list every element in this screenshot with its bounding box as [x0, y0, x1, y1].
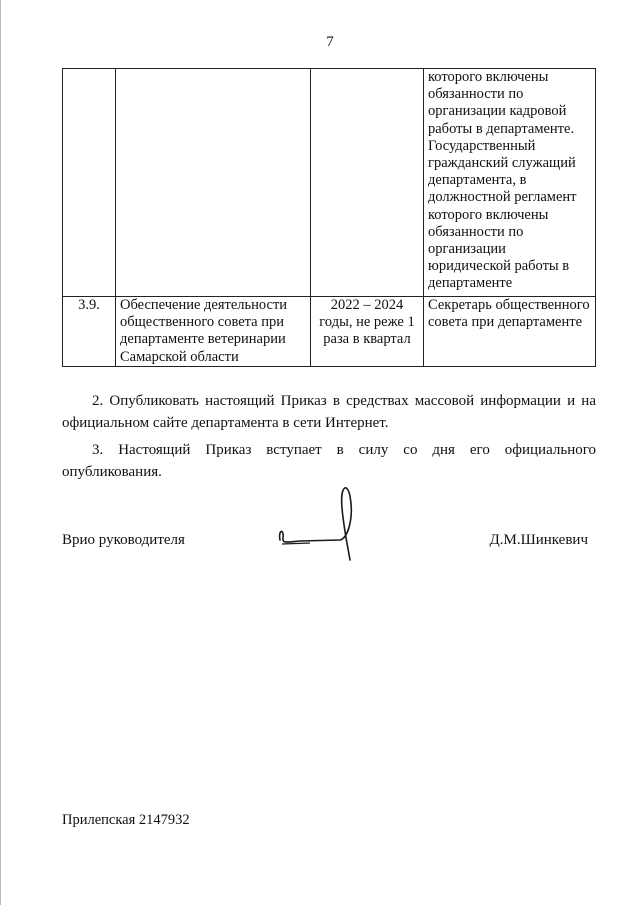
row-term	[311, 69, 424, 297]
table-row	[63, 69, 596, 297]
signatory-name: Д.М.Шинкевич	[489, 532, 588, 548]
paragraph-effective: 3. Настоящий Приказ вступает в силу со дня его официального опубликования.	[62, 442, 596, 480]
row-term: 2022 – 2024 годы, не реже 1 раза в квартал	[311, 297, 424, 367]
page-number: 7	[326, 34, 334, 50]
measures-table	[62, 68, 596, 367]
executor-info: Прилепская 2147932	[62, 812, 190, 828]
scan-edge-line	[0, 0, 1, 905]
row-description	[116, 69, 311, 297]
signatory-title: Врио руководителя	[62, 532, 185, 548]
row-number	[63, 69, 116, 297]
handwritten-signature	[270, 478, 370, 568]
table-row	[63, 297, 596, 367]
row-responsible: Секретарь общественного совета при департаменте	[424, 297, 596, 367]
row-description: Обеспечение деятельности общественного совета при департаменте ветеринарии Самарской области	[116, 297, 311, 367]
paragraph-publish: 2. Опубликовать настоящий Приказ в средствах массовой информации и на официальном сайте департамента в сети Интернет.	[62, 393, 596, 431]
row-responsible: которого включены обязанности по организации кадровой работы в департаменте. Государственный гражданский служащий департамента, в должностной регламент которого включены обязанности по организации юридической работы в департаменте	[424, 69, 596, 297]
row-number: 3.9.	[63, 297, 116, 367]
